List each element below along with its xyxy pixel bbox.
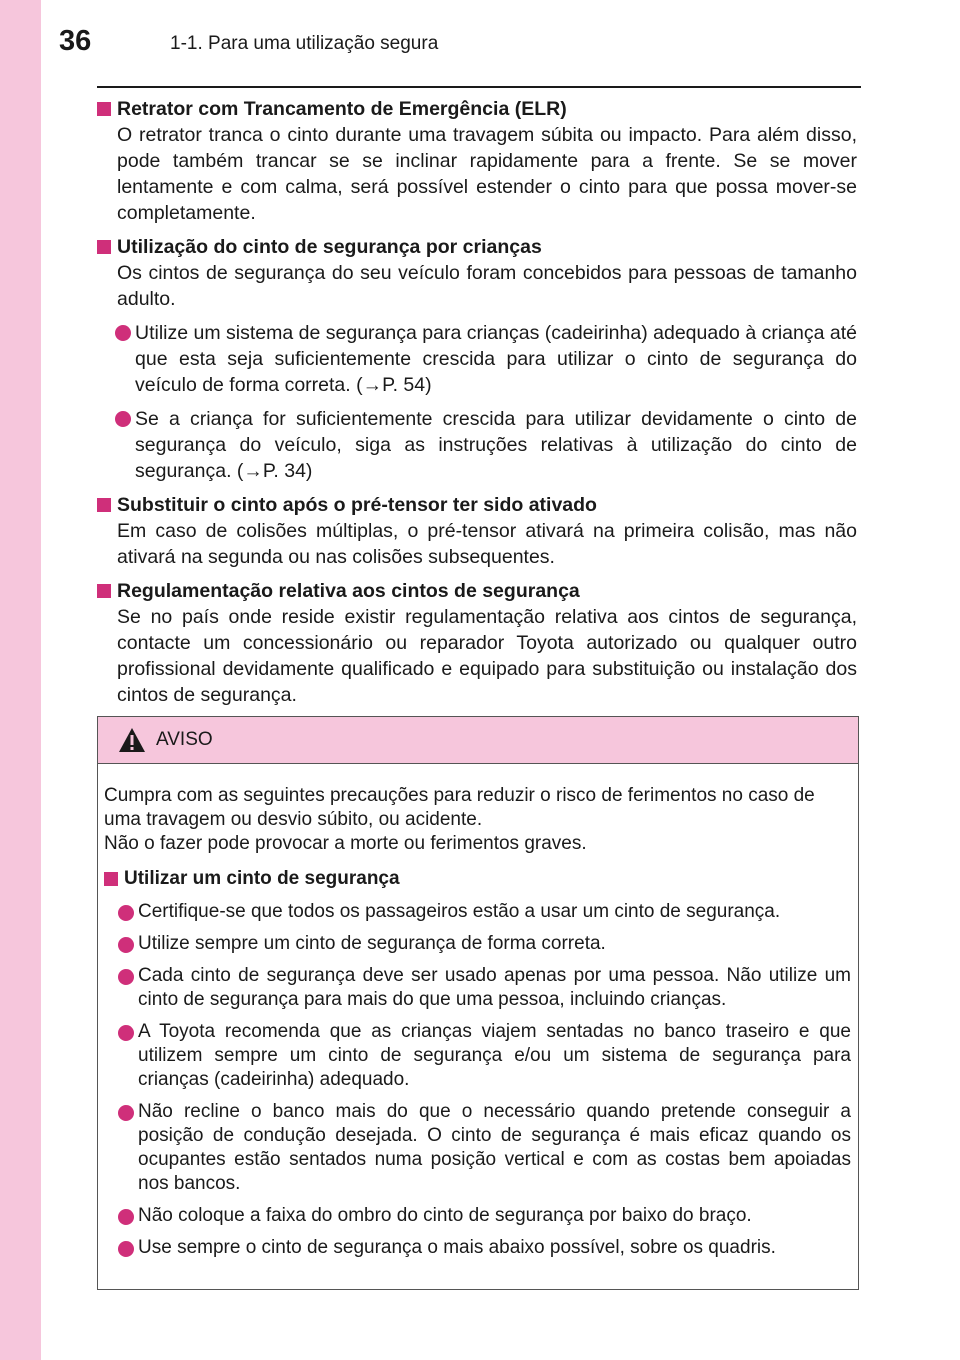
list-item: Utilize sempre um cinto de segurança de forma correta. <box>118 932 851 956</box>
square-bullet-icon <box>97 240 111 254</box>
list-item: Cada cinto de segurança deve ser usado apenas por uma pessoa. Não utilize um cinto de segurança para mais do que uma pessoa, incluindo crianças. <box>118 964 851 1012</box>
list-item: A Toyota recomenda que as crianças viajem sentadas no banco traseiro e que utilizem sempre um cinto de segurança e/ou um sistema de segurança para crianças (cadeirinha) adequado. <box>118 1020 851 1092</box>
list-item: Use sempre o cinto de segurança o mais abaixo possível, sobre os quadris. <box>118 1236 851 1260</box>
list-item: Se a criança for suficientemente crescida para utilizar devidamente o cinto de segurança do veículo, siga as instruções relativas à utilização do cinto de segurança. (→P. 34) <box>115 406 857 484</box>
section-heading: Regulamentação relativa aos cintos de segurança <box>97 578 857 604</box>
section-heading: Substituir o cinto após o pré-tensor ter sido ativado <box>97 492 857 518</box>
warning-heading: Utilizar um cinto de segurança <box>104 866 851 892</box>
side-color-bar <box>0 0 41 1360</box>
section-regulations <box>97 578 857 708</box>
warning-intro: Cumpra com as seguintes precauções para reduzir o risco de ferimentos no caso de uma travagem ou desvio súbito, ou acidente. Não o fazer pode provocar a morte ou ferimentos graves. <box>104 785 815 854</box>
section-heading: Retrator com Trancamento de Emergência (ELR) <box>97 96 857 122</box>
warning-header <box>98 717 858 764</box>
section-title: 1-1. Para uma utilização segura <box>170 33 439 54</box>
round-bullet-icon <box>118 905 134 921</box>
section-paragraph: Em caso de colisões múltiplas, o pré-tensor ativará na primeira colisão, mas não ativará na segunda ou nas colisões subsequentes. <box>117 520 857 568</box>
header-divider <box>97 86 861 88</box>
section-paragraph: Se no país onde reside existir regulamentação relativa aos cintos de segurança, contacte um concessionário ou reparador Toyota autorizado ou qualquer outro profissional devidamente qualificado e equipado para substituição ou instalação dos cintos de segurança. <box>117 606 857 706</box>
warning-box <box>97 716 859 1290</box>
section-children <box>97 234 857 484</box>
round-bullet-icon <box>118 1241 134 1257</box>
round-bullet-icon <box>115 325 131 341</box>
warning-label: AVISO <box>156 729 213 750</box>
warning-body <box>98 764 858 1260</box>
square-bullet-icon <box>104 872 118 886</box>
round-bullet-icon <box>118 969 134 985</box>
list-item: Certifique-se que todos os passageiros estão a usar um cinto de segurança. <box>118 900 851 924</box>
round-bullet-icon <box>118 1105 134 1121</box>
square-bullet-icon <box>97 584 111 598</box>
section-paragraph: Os cintos de segurança do seu veículo foram concebidos para pessoas de tamanho adulto. <box>117 262 857 310</box>
square-bullet-icon <box>97 498 111 512</box>
section-paragraph: O retrator tranca o cinto durante uma travagem súbita ou impacto. Para além disso, pode também trancar se se inclinar rapidamente para a frente. Se se mover lentamente e com calma, será possível estender o cinto para que possa mover-se completamente. <box>117 124 857 224</box>
square-bullet-icon <box>97 102 111 116</box>
round-bullet-icon <box>118 1209 134 1225</box>
main-content <box>97 96 857 716</box>
list-item: Não recline o banco mais do que o necessário quando pretende conseguir a posição de condução desejada. O cinto de segurança é mais eficaz quando os ocupantes estão sentados numa posição vertical e com as costas bem apoiadas nos bancos. <box>118 1100 851 1196</box>
round-bullet-icon <box>118 937 134 953</box>
section-elr <box>97 96 857 226</box>
warning-triangle-icon <box>118 727 146 753</box>
list-item: Não coloque a faixa do ombro do cinto de segurança por baixo do braço. <box>118 1204 851 1228</box>
page-number: 36 <box>59 25 92 57</box>
section-pretensioner <box>97 492 857 570</box>
list-item: Utilize um sistema de segurança para crianças (cadeirinha) adequado à criança até que esta seja suficientemente crescida para utilizar o cinto de segurança do veículo de forma correta. (→P. 54) <box>115 320 857 398</box>
round-bullet-icon <box>115 411 131 427</box>
round-bullet-icon <box>118 1025 134 1041</box>
section-heading: Utilização do cinto de segurança por crianças <box>97 234 857 260</box>
